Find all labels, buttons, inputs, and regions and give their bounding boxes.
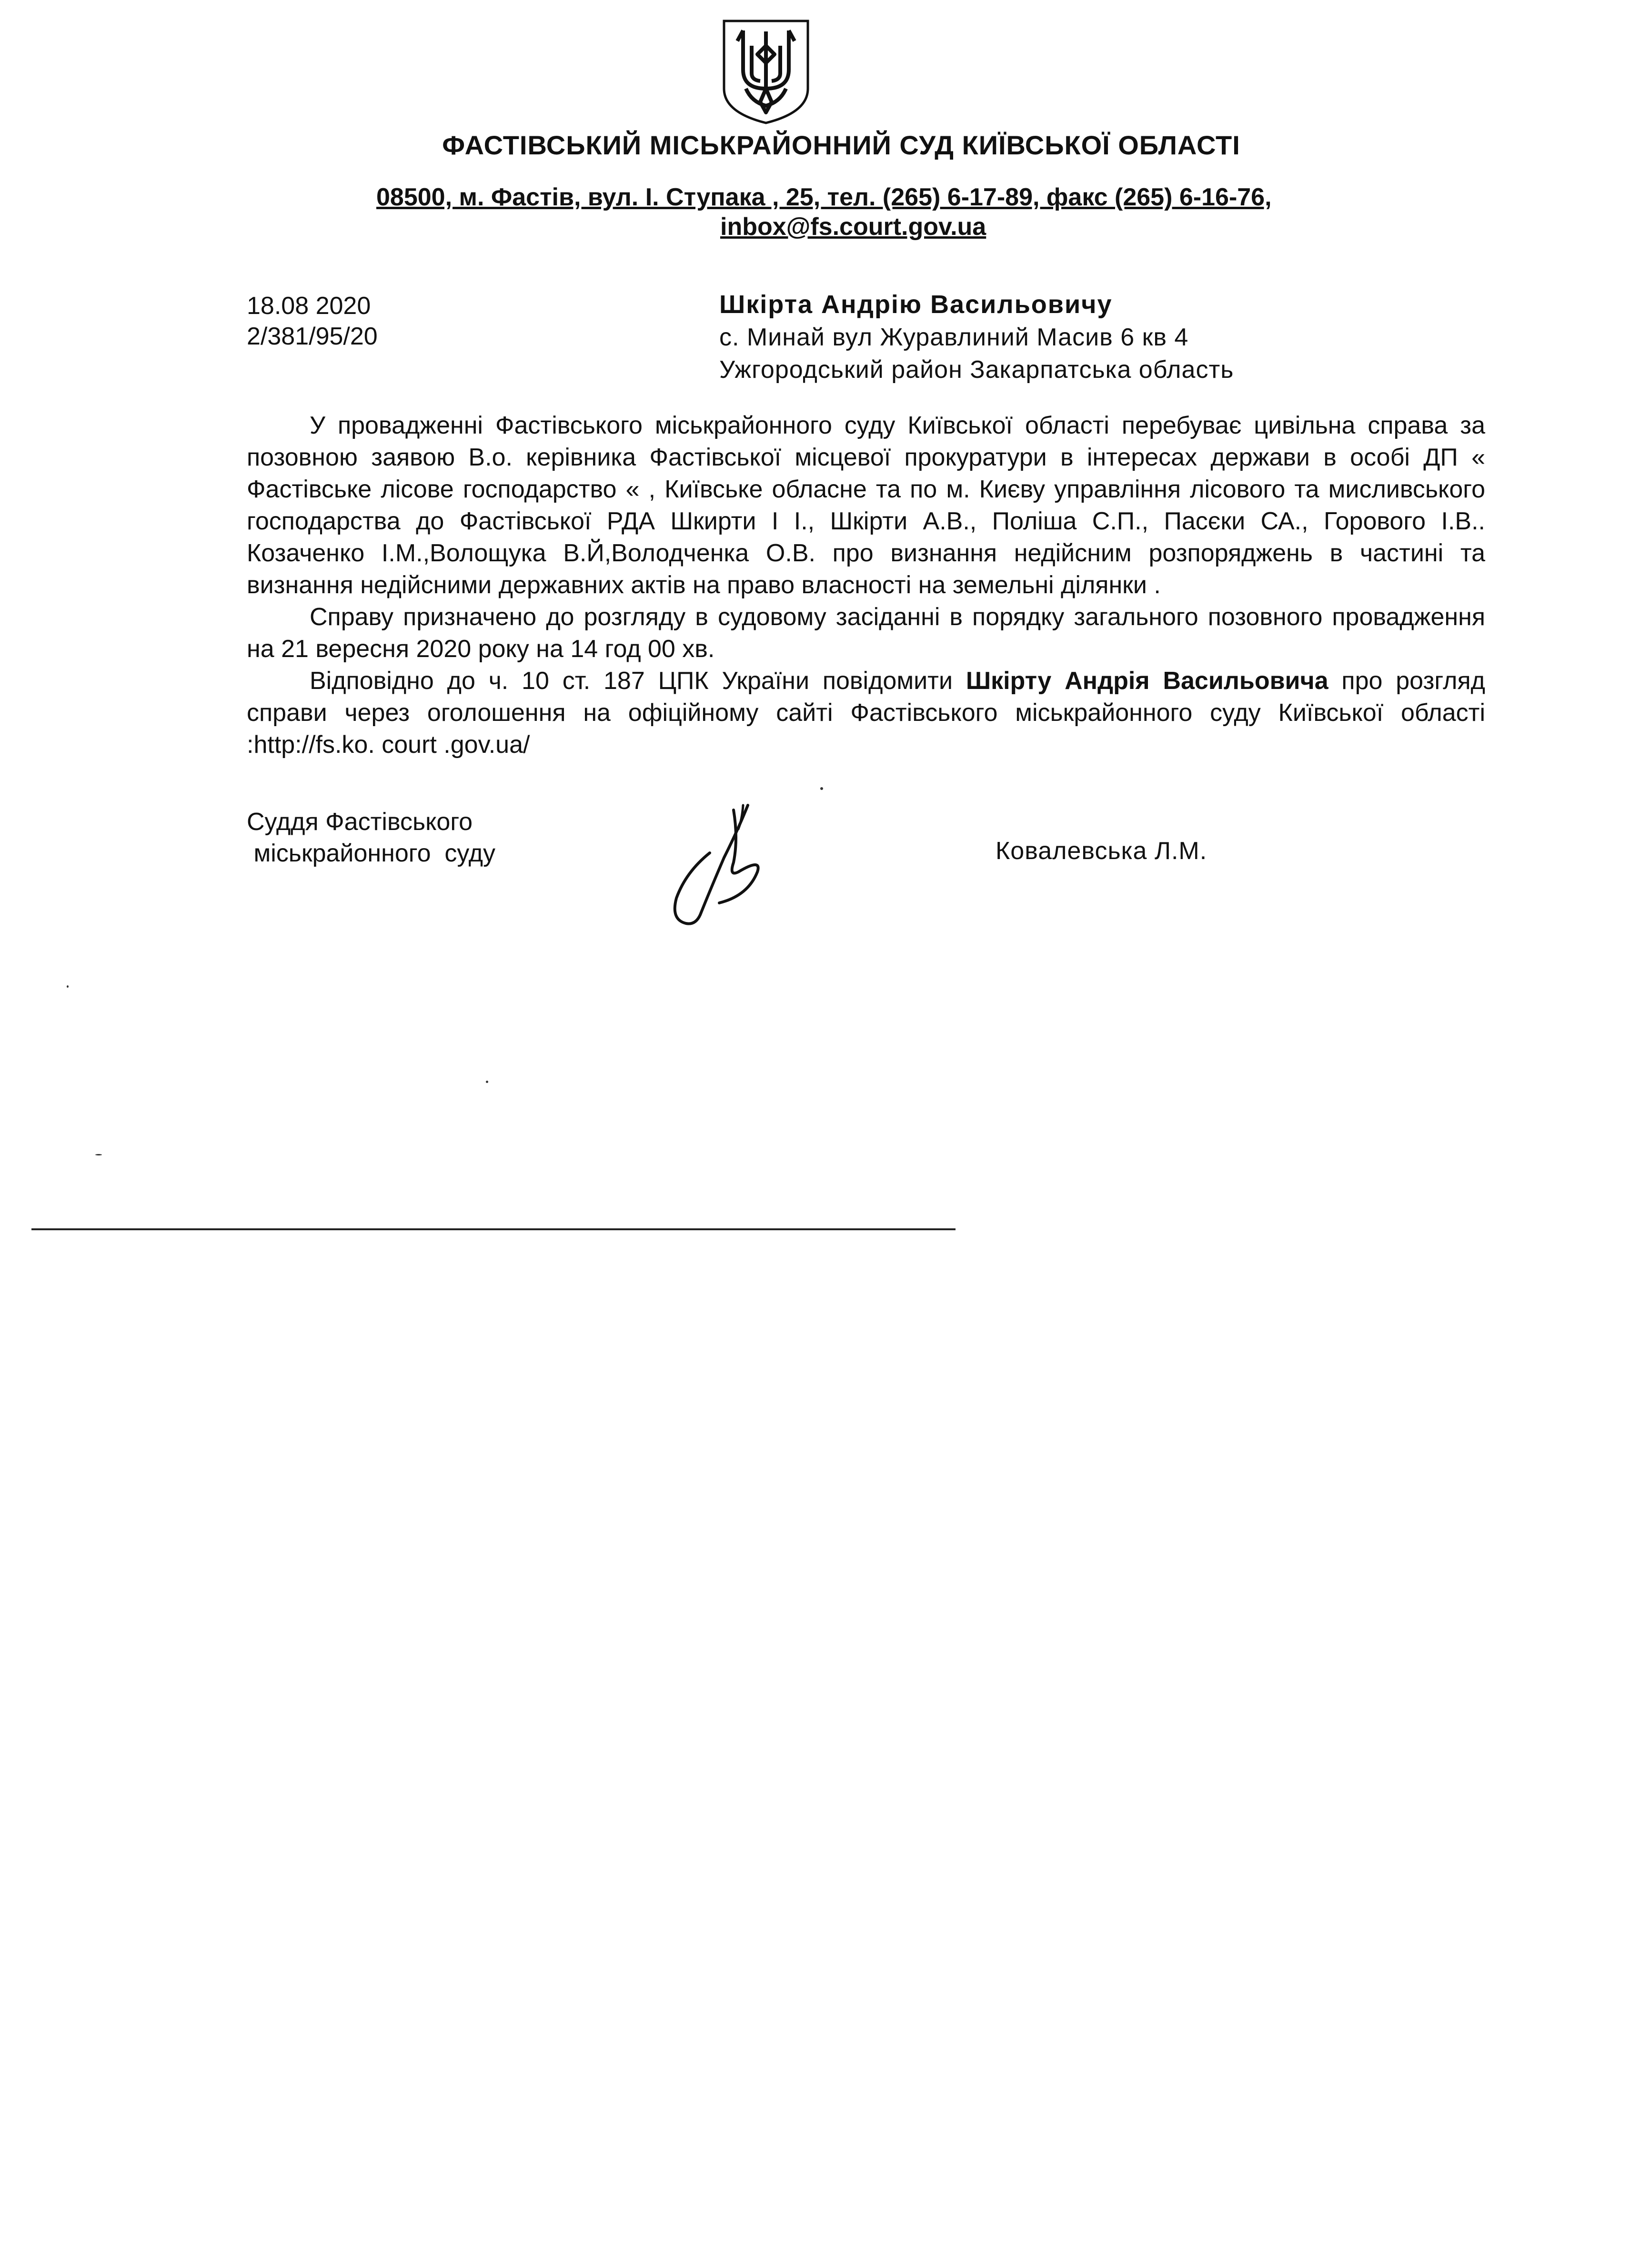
judge-name: Ковалевська Л.М. [996, 837, 1207, 865]
letter-body [247, 410, 1485, 761]
judge-title [247, 806, 495, 869]
court-email-link[interactable]: inbox@fs.court.gov.ua [720, 213, 986, 241]
scan-speck [486, 1081, 488, 1083]
trident-coat-of-arms-icon [718, 17, 814, 126]
horizontal-divider [31, 1228, 956, 1230]
body-paragraph-2: Справу призначено до розгляду в судовому засіданні в порядку загального позовного провадження на 21 вересня 2020 року на 14 год 00 хв. [247, 603, 1485, 663]
body-paragraph-3-end: про розгляд справи через оголошення на офіційному сайті Фастівського міськрайонного суду Київської області :http://fs.ko. court .gov.ua/ [247, 667, 1486, 759]
letter-date: 18.08 2020 [247, 292, 371, 320]
judge-title-line1: Суддя Фастівського [247, 808, 473, 836]
court-name-heading: ФАСТІВСЬКИЙ МІСЬКРАЙОННИЙ СУД КИЇВСЬКОЇ ОБЛАСТІ [442, 130, 1240, 160]
addressee-address-line1: с. Минай вул Журавлиний Масив 6 кв 4 [719, 324, 1189, 351]
handwritten-signature-icon [667, 800, 791, 929]
addressee-block [719, 290, 1234, 384]
notified-person-name: Шкірту Андрія Васильовича [966, 667, 1328, 695]
body-paragraph-1: У провадженні Фастівського міськрайонного суду Київської області перебуває цивільна справа за позовною заявою В.о. керівника Фастівської місцевої прокуратури в інтересах держави в особі ДП « Фастівське лісове господарство « , Київське обласне та по м. Києву управління лісового та мисливського господарства до Фастівської РДА Шкирти І І., Шкірти А.В., Поліша С.П., Пасєки СА., Горового І.В.. Козаченко І.М.,Волощука В.Й,Володченка О.В. про визнання недійсним розпоряджень в частині та визнання недійсними державних актів на право власності на земельні ділянки . [247, 412, 1485, 599]
scan-speck [67, 985, 69, 988]
judge-title-line2: міськрайонного суду [247, 840, 496, 867]
court-address: 08500, м. Фастів, вул. І. Ступака , 25, тел. (265) 6-17-89, факс (265) 6-16-76, [376, 183, 1272, 211]
body-paragraph-3-start: Відповідно до ч. 10 ст. 187 ЦПК України повідомити [310, 667, 966, 695]
addressee-name: Шкірта Андрію Васильовичу [719, 290, 1113, 319]
body-paragraph-3 [247, 665, 1485, 761]
scan-speck [820, 787, 823, 790]
scan-speck [95, 1154, 102, 1155]
addressee-address-line2: Ужгородський район Закарпатська область [719, 356, 1234, 384]
case-number: 2/381/95/20 [247, 323, 378, 350]
